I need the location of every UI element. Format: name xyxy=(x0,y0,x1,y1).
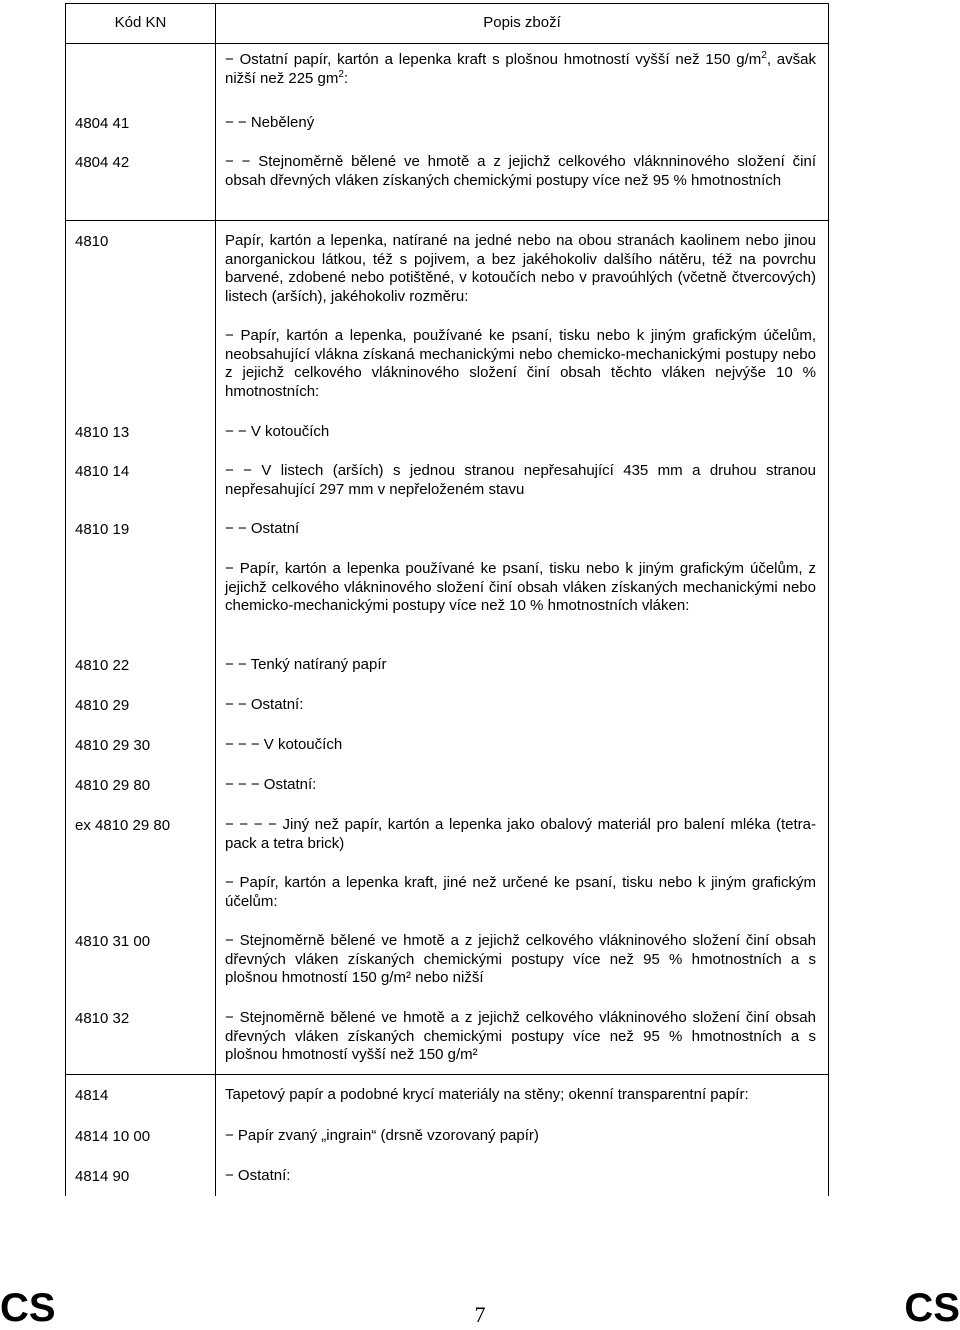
row-divider xyxy=(66,1074,828,1075)
desc-cell: − Papír, kartón a lepenka používané ke psaní, tisku nebo k jiným grafickým účelům, z jejichž celkového vlákninového složení činí obsah vláken získaných mechanickými nebo chemicko-mechanickými postupy více než 10 % hmotnostních vláken: xyxy=(225,560,816,614)
page-number: 7 xyxy=(474,1302,486,1327)
code-cell: 4810 14 xyxy=(75,463,130,480)
desc-cell: − − Tenký natíraný papír xyxy=(225,656,387,673)
desc-cell: − Papír, kartón a lepenka kraft, jiné než určené ke psaní, tisku nebo k jiným grafickým účelům: xyxy=(225,874,816,910)
desc-cell: − Ostatní: xyxy=(225,1167,291,1184)
footer-right-mark: CS xyxy=(904,1286,960,1330)
desc-cell: − − V kotoučích xyxy=(225,423,330,440)
footer-left-mark: CS xyxy=(0,1286,56,1330)
desc-cell: − − V listech (arších) s jednou stranou nepřesahující 435 mm a druhou stranou nepřesahující 297 mm v nepřeloženém stavu xyxy=(225,462,816,498)
desc-cell: − − Ostatní: xyxy=(225,696,304,713)
desc-cell: − − Ostatní xyxy=(225,520,300,537)
desc-cell: − − Stejnoměrně bělené ve hmotě a z jejichž celkového vláknninového složení činí obsah dřevných vláken získaných chemickými postupy více než 95 % hmotnostních xyxy=(225,153,816,189)
code-cell: 4810 13 xyxy=(75,424,130,441)
code-cell: 4810 31 00 xyxy=(75,933,151,950)
code-cell: 4810 29 30 xyxy=(75,737,151,754)
column-divider xyxy=(215,3,216,1196)
code-cell: 4804 42 xyxy=(75,154,130,171)
desc-cell: − Papír, kartón a lepenka, používané ke psaní, tisku nebo k jiným grafickým účelům, neobsahující vlákna získaná mechanickými nebo chemicko-mechanickými postupy nebo z jejichž celkového vlákninového složení činí obsah těchto vláken nejvýše 10 % hmotnostních: xyxy=(225,327,816,400)
code-cell: 4810 19 xyxy=(75,521,130,538)
desc-cell: Tapetový papír a podobné krycí materiály na stěny; okenní transparentní papír: xyxy=(225,1086,749,1103)
desc-cell xyxy=(225,51,816,88)
code-cell: 4810 22 xyxy=(75,657,130,674)
code-cell: 4814 90 xyxy=(75,1168,130,1185)
code-cell: 4810 32 xyxy=(75,1010,130,1027)
desc-cell: − − − − Jiný než papír, kartón a lepenka jako obalový materiál pro balení mléka (tetra-pack a tetra brick) xyxy=(225,816,816,852)
header-divider xyxy=(66,43,828,44)
desc-cell: − − − V kotoučích xyxy=(225,736,343,753)
desc-cell: − Stejnoměrně bělené ve hmotě a z jejichž celkového vlákninového složení činí obsah dřevných vláken získaných chemickými postupy více než 95 % hmotnostních a s plošnou hmotností 150 g/m² nebo nižší xyxy=(225,932,816,986)
desc-cell: − Papír zvaný „ingrain“ (drsně vzorovaný papír) xyxy=(225,1127,539,1144)
code-cell: 4810 29 80 xyxy=(75,777,151,794)
code-cell: ex 4810 29 80 xyxy=(75,817,171,834)
row-divider xyxy=(66,220,828,221)
header-code: Kód KN xyxy=(114,14,167,31)
desc-cell: Papír, kartón a lepenka, natírané na jedné nebo na obou stranách kaolinem nebo jinou anorganickou látkou, též s pojivem, a bez jakéhokoliv dalšího nátěru, též na povrchu barvené, zdobené nebo potištěné, v kotoučích nebo v pravoúhlých (včetně čtvercových) listech (arších), jakéhokoliv rozměru: xyxy=(225,232,816,305)
code-cell: 4810 29 xyxy=(75,697,130,714)
code-cell: 4810 xyxy=(75,233,109,250)
desc-cell: − − − Ostatní: xyxy=(225,776,317,793)
code-cell: 4804 41 xyxy=(75,115,130,132)
code-cell: 4814 10 00 xyxy=(75,1128,151,1145)
desc-cell: − Stejnoměrně bělené ve hmotě a z jejichž celkového vlákninového složení činí obsah dřevných vláken získaných chemickými postupy více než 95 % hmotnostních a s plošnou hmotností vyšší než 150 g/m² xyxy=(225,1009,816,1063)
desc-cell: − − Nebělený xyxy=(225,114,315,131)
desc-text: − Ostatní papír, kartón a lepenka kraft s plošnou hmotností vyšší než 150 $g/m^2$, avšak nižší než 225 $gm^2$: xyxy=(225,50,816,87)
header-description: Popis zboží xyxy=(483,14,561,31)
code-cell: 4814 xyxy=(75,1087,109,1104)
